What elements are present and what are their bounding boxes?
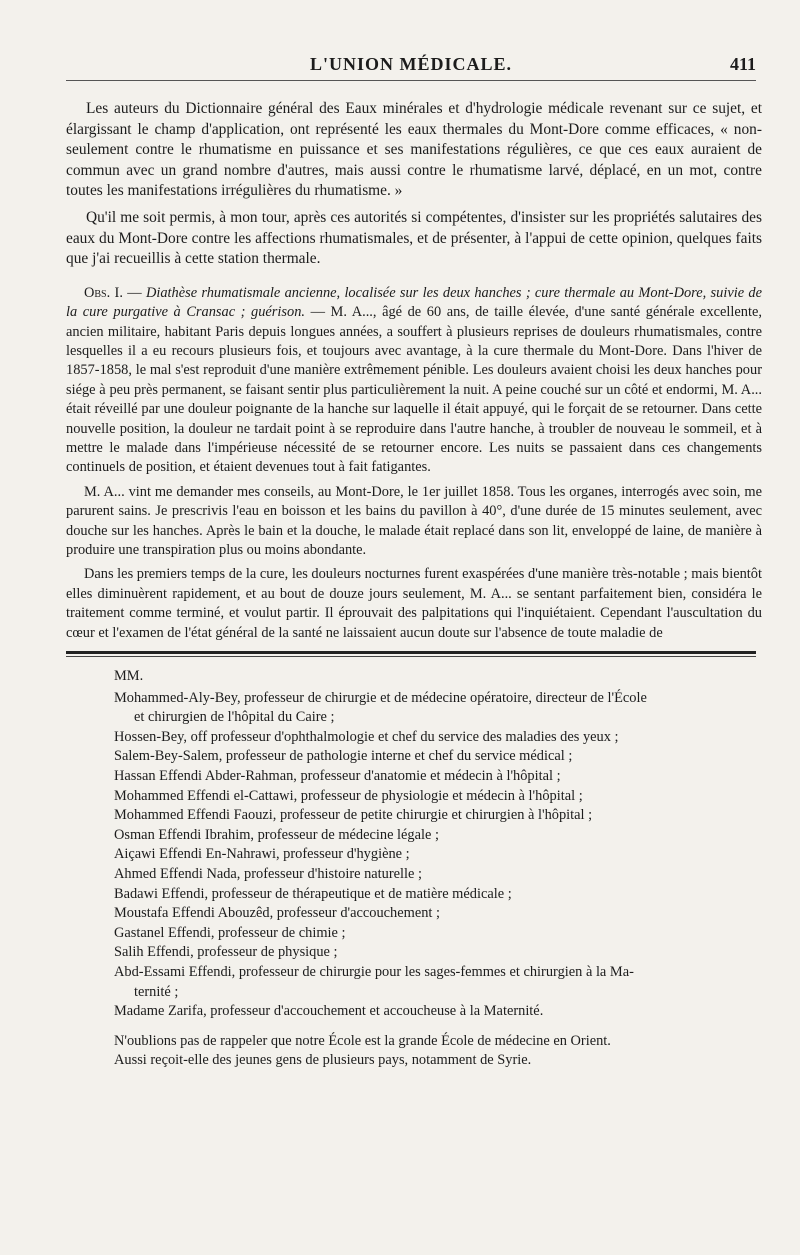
- closing-paragraph: [66, 1032, 762, 1071]
- list-item: Abd-Essami Effendi, professeur de chirurgie pour les sages-femmes et chirurgien à la Ma-: [114, 963, 634, 980]
- list-item: Mohammed-Aly-Bey, professeur de chirurgie et de médecine opératoire, directeur de l'École: [114, 689, 647, 706]
- list-item: Salem-Bey-Salem, professeur de pathologie interne et chef du service médical ;: [114, 748, 573, 765]
- list-item: Aiçawi Effendi En-Nahrawi, professeur d'hygiène ;: [114, 846, 410, 863]
- list-item: et chirurgien de l'hôpital du Caire ;: [134, 709, 335, 726]
- paragraph-author: Qu'il me soit permis, à mon tour, après ces autorités si compétentes, d'insister sur les propriétés salutaires des eaux du Mont-Dore contre les affections rhumatismales, et de présenter, à l'appui de cette opinion, quelques faits que j'ai recueillis à cette station thermale.: [66, 208, 762, 268]
- observation-paragraph-2: M. A... vint me demander mes conseils, au Mont-Dore, le 1er juillet 1858. Tous les organes, interrogés avec soin, me parurent sains. Je prescrivis l'eau en boisson et les bains du pavillon à 40°, d'une durée de 15 minutes seulement, avec douche sur les hanches. Après le bain et la douche, le malade était replacé dans son lit, enveloppé de laine, de manière à produire une transpiration plus ou moins abondante.: [66, 483, 762, 559]
- observation-paragraph-1: [66, 284, 762, 478]
- list-heading: MM.: [114, 668, 144, 685]
- closing-line-1: N'oublions pas de rappeler que notre École est la grande École de médecine en Orient.: [114, 1032, 611, 1049]
- running-head: [66, 54, 756, 81]
- list-item: Mohammed Effendi el-Cattawi, professeur de physiologie et médecin à l'hôpital ;: [114, 787, 583, 804]
- list-item: Hassan Effendi Abder-Rahman, professeur d'anatomie et médecin à l'hôpital ;: [114, 768, 561, 785]
- observation-section: [66, 284, 762, 643]
- running-title: L'UNION MÉDICALE.: [309, 54, 513, 74]
- observation-paragraph-3: Dans les premiers temps de la cure, les douleurs nocturnes furent exaspérées d'une manière très-notable ; mais bientôt elles diminuèrent rapidement, et au bout de douze jours seulement, M. A... se sentant parfaitement bien, considéra le traitement comme terminé, et voulut partir. Il éprouvait des palpitations qui l'inquiétaient. Cependant l'auscultation du cœur et l'examen de l'état général de la santé ne laissaient aucun doute sur l'absence de toute maladie de: [66, 566, 762, 641]
- page-number: 411: [729, 54, 756, 74]
- list-item: Gastanel Effendi, professeur de chimie ;: [114, 924, 346, 941]
- list-item: Moustafa Effendi Abouzêd, professeur d'accouchement ;: [114, 905, 441, 922]
- faculty-list: [66, 667, 762, 1071]
- list-item: Mohammed Effendi Faouzi, professeur de petite chirurgie et chirurgien à l'hôpital ;: [114, 807, 593, 824]
- main-text: [66, 99, 762, 270]
- list-item: Salih Effendi, professeur de physique ;: [114, 944, 338, 961]
- list-item: Osman Effendi Ibrahim, professeur de médecine légale ;: [114, 826, 439, 843]
- observation-title: Diathèse rhumatismale ancienne, localisée sur les deux hanches ; cure thermale au Mont-Dore, suivie de la cure purgative à Cransac ; guérison.: [66, 284, 762, 321]
- list-item: Hossen-Bey, off professeur d'ophthalmologie et chef du service des maladies des yeux ;: [114, 728, 619, 745]
- paragraph-intro: Les auteurs du Dictionnaire général des Eaux minérales et d'hydrologie médicale revenant sur ce sujet, et élargissant le champ d'application, ont représenté les eaux thermales du Mont-Dore comme efficaces, « non-seulement contre le rhumatisme en puissance et ses manifestations régulières, ce que ces eaux auraient de commun avec un grand nombre d'autres, mais aussi contre le rhumatisme larvé, déplacé, en un mot, contre toutes les manifestations irrégulières du rhumatisme. »: [66, 100, 762, 200]
- list-item: ternité ;: [134, 983, 179, 1000]
- list-item: Madame Zarifa, professeur d'accouchement et accoucheuse à la Maternité.: [114, 1003, 544, 1020]
- observation-text-1: — M. A..., âgé de 60 ans, de taille élevée, d'une santé générale excellente, ancien militaire, habitant Paris depuis longues années, a souffert à plusieurs reprises de douleurs rhumatismales, contre lesquelles il a eu recours plusieurs fois, et toujours avec avantage, à la cure thermale du Mont-Dore. Dans l'hiver de 1857-1858, le mal s'est reproduit d'une manière extrêmement pénible. Les douleurs avaient choisi les deux hanches pour siége à peu près permanent, se faisant sentir plus particulièrement la nuit. A peine couché sur un côté et endormi, M. A... était réveillé par une douleur poignante de la hanche sur laquelle il était appuyé, qui le forçait de se retourner. Dans cette nouvelle position, la douleur ne tardait point à se reproduire dans l'autre hanche, à troubler de nouveau le sommeil, et à mettre le malade dans l'impérieuse nécessité de se retourner encore. Les nuits se passaient dans ces changements continuels de position, et étaient devenues tout à fait fatigantes.: [66, 304, 762, 476]
- list-item: Badawi Effendi, professeur de thérapeutique et de matière médicale ;: [114, 885, 512, 902]
- closing-line-2: Aussi reçoit-elle des jeunes gens de plusieurs pays, notamment de Syrie.: [114, 1052, 532, 1069]
- section-divider: [66, 651, 756, 657]
- list-item: Ahmed Effendi Nada, professeur d'histoire naturelle ;: [114, 866, 423, 882]
- observation-lead: Obs. I. —: [84, 284, 142, 301]
